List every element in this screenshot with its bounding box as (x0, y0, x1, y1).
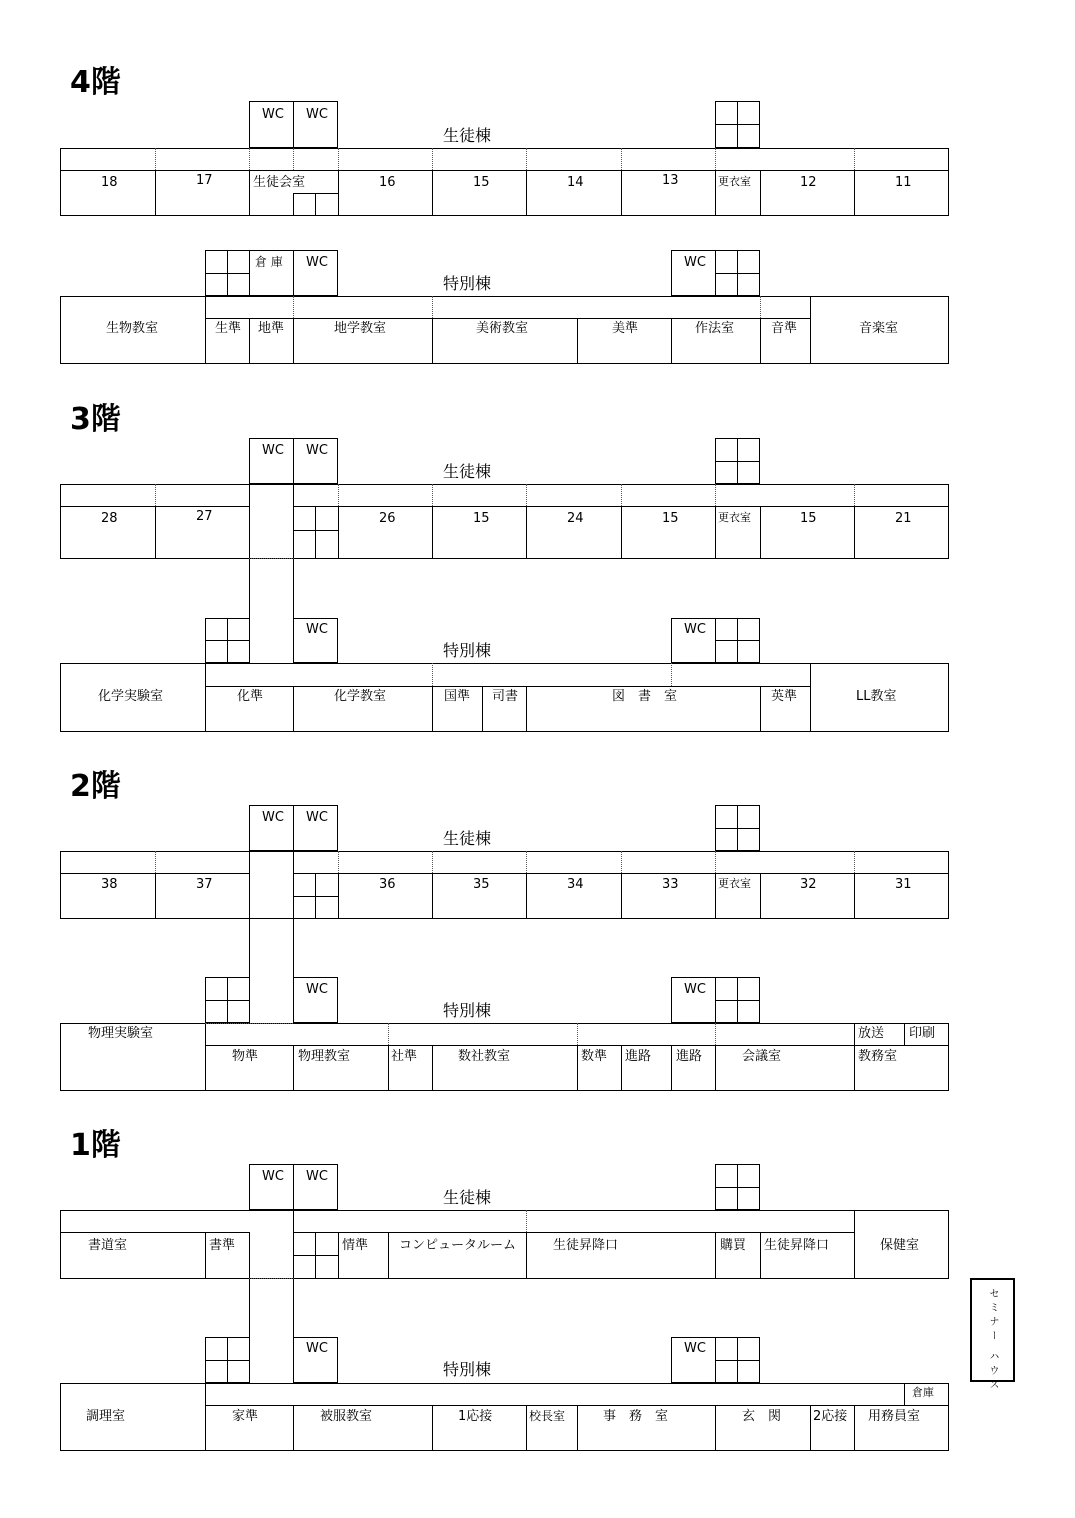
room-label: 更衣室 (718, 877, 751, 890)
wing-label-tokubetsu: 特別棟 (443, 274, 492, 293)
room-label: 化学教室 (334, 689, 387, 704)
wing-label-seito: 生徒棟 (443, 829, 492, 848)
room-label: 28 (101, 511, 118, 526)
room-label: 11 (895, 175, 912, 190)
room-label: 化学実験室 (98, 689, 164, 704)
room-label: 物理実験室 (88, 1026, 154, 1041)
room-label: 21 (895, 511, 912, 526)
wc-label: WC (262, 443, 284, 458)
room-label: 進路 (676, 1049, 703, 1064)
room-label: 37 (196, 877, 213, 892)
seminar-house-label: セミナー ハウス (987, 1288, 998, 1394)
room-label: 国準 (444, 689, 471, 704)
room-label: 生物教室 (106, 321, 159, 336)
room-label: 1応接 (458, 1409, 493, 1424)
room-label: 更衣室 (718, 175, 751, 188)
room-label: 15 (473, 511, 490, 526)
wc-label: WC (262, 810, 284, 825)
wc-label: WC (684, 982, 706, 997)
wc-label: WC (684, 622, 706, 637)
room-label: 38 (101, 877, 118, 892)
room-label: 社準 (391, 1049, 418, 1064)
room-label: 調理室 (86, 1409, 126, 1424)
room-label: 15 (473, 175, 490, 190)
wc-label: WC (306, 1341, 328, 1356)
room-label: 購買 (720, 1238, 747, 1253)
wing-label-tokubetsu: 特別棟 (443, 641, 492, 660)
room-label: 生徒昇降口 (764, 1238, 830, 1253)
room-label: 美術教室 (476, 321, 529, 336)
floor-3-title: 3階 (70, 402, 121, 437)
room-label: 2応接 (813, 1409, 848, 1424)
room-label: 数準 (581, 1049, 608, 1064)
wc-label: WC (306, 107, 328, 122)
room-label: 家準 (232, 1409, 259, 1424)
room-label: 18 (101, 175, 118, 190)
room-label: 玄 関 (742, 1409, 782, 1424)
room-label: 放送 (858, 1026, 885, 1041)
wing-label-seito: 生徒棟 (443, 126, 492, 145)
room-label: 17 (196, 173, 213, 188)
wc-label: WC (306, 255, 328, 270)
wc-label: WC (306, 622, 328, 637)
room-label: 26 (379, 511, 396, 526)
room-label: 35 (473, 877, 490, 892)
room-label: 被服教室 (320, 1409, 373, 1424)
room-label: 13 (662, 173, 679, 188)
room-label: 生準 (215, 321, 242, 336)
wc-label: WC (306, 443, 328, 458)
room-label: 31 (895, 877, 912, 892)
room-label: 16 (379, 175, 396, 190)
room-label: 生徒昇降口 (553, 1238, 619, 1253)
room-label: 15 (800, 511, 817, 526)
room-label: 14 (567, 175, 584, 190)
room-label: 作法室 (695, 321, 735, 336)
room-label: 生徒会室 (253, 175, 306, 190)
wc-label: WC (684, 255, 706, 270)
floor-4-title: 4階 (70, 65, 121, 100)
wc-label: WC (306, 810, 328, 825)
wc-label: WC (684, 1341, 706, 1356)
room-label: 32 (800, 877, 817, 892)
room-label: 化準 (237, 689, 264, 704)
room-label: 用務員室 (868, 1409, 921, 1424)
wing-label-seito: 生徒棟 (443, 1188, 492, 1207)
room-label: 印刷 (909, 1026, 936, 1041)
room-label: 12 (800, 175, 817, 190)
room-label: 33 (662, 877, 679, 892)
floor-1-title: 1階 (70, 1128, 121, 1163)
wc-label: WC (306, 1169, 328, 1184)
room-label: 図 書 室 (612, 689, 678, 704)
wing-label-tokubetsu: 特別棟 (443, 1360, 492, 1379)
room-label: 36 (379, 877, 396, 892)
storage-label: 倉 庫 (255, 255, 283, 269)
room-label: 英準 (771, 689, 798, 704)
room-label: 司書 (492, 689, 519, 704)
room-label: 地学教室 (334, 321, 387, 336)
room-label: 物理教室 (298, 1049, 351, 1064)
wc-label: WC (262, 107, 284, 122)
room-label: 音楽室 (859, 321, 899, 336)
floor-2-title: 2階 (70, 769, 121, 804)
wc-label: WC (262, 1169, 284, 1184)
room-label: 美準 (612, 321, 639, 336)
room-label: 情準 (342, 1238, 369, 1253)
room-label: 教務室 (858, 1049, 898, 1064)
room-label: 保健室 (880, 1238, 920, 1253)
room-label: 書道室 (88, 1238, 128, 1253)
room-label: 物準 (232, 1049, 259, 1064)
wc-label: WC (306, 982, 328, 997)
room-label: LL教室 (856, 689, 897, 704)
room-label: 地準 (258, 321, 285, 336)
room-label: 校長室 (529, 1409, 566, 1423)
room-label: コンピュータルーム (399, 1238, 517, 1253)
room-label: 進路 (625, 1049, 652, 1064)
room-label: 数社教室 (458, 1049, 511, 1064)
room-label: 倉庫 (912, 1386, 934, 1399)
wing-label-seito: 生徒棟 (443, 462, 492, 481)
room-label: 書準 (209, 1238, 236, 1253)
room-label: 音準 (771, 321, 798, 336)
wing-label-tokubetsu: 特別棟 (443, 1001, 492, 1020)
room-label: 15 (662, 511, 679, 526)
room-label: 事 務 室 (603, 1409, 669, 1424)
room-label: 34 (567, 877, 584, 892)
room-label: 会議室 (742, 1049, 782, 1064)
room-label: 24 (567, 511, 584, 526)
room-label: 更衣室 (718, 511, 751, 524)
room-label: 27 (196, 509, 213, 524)
